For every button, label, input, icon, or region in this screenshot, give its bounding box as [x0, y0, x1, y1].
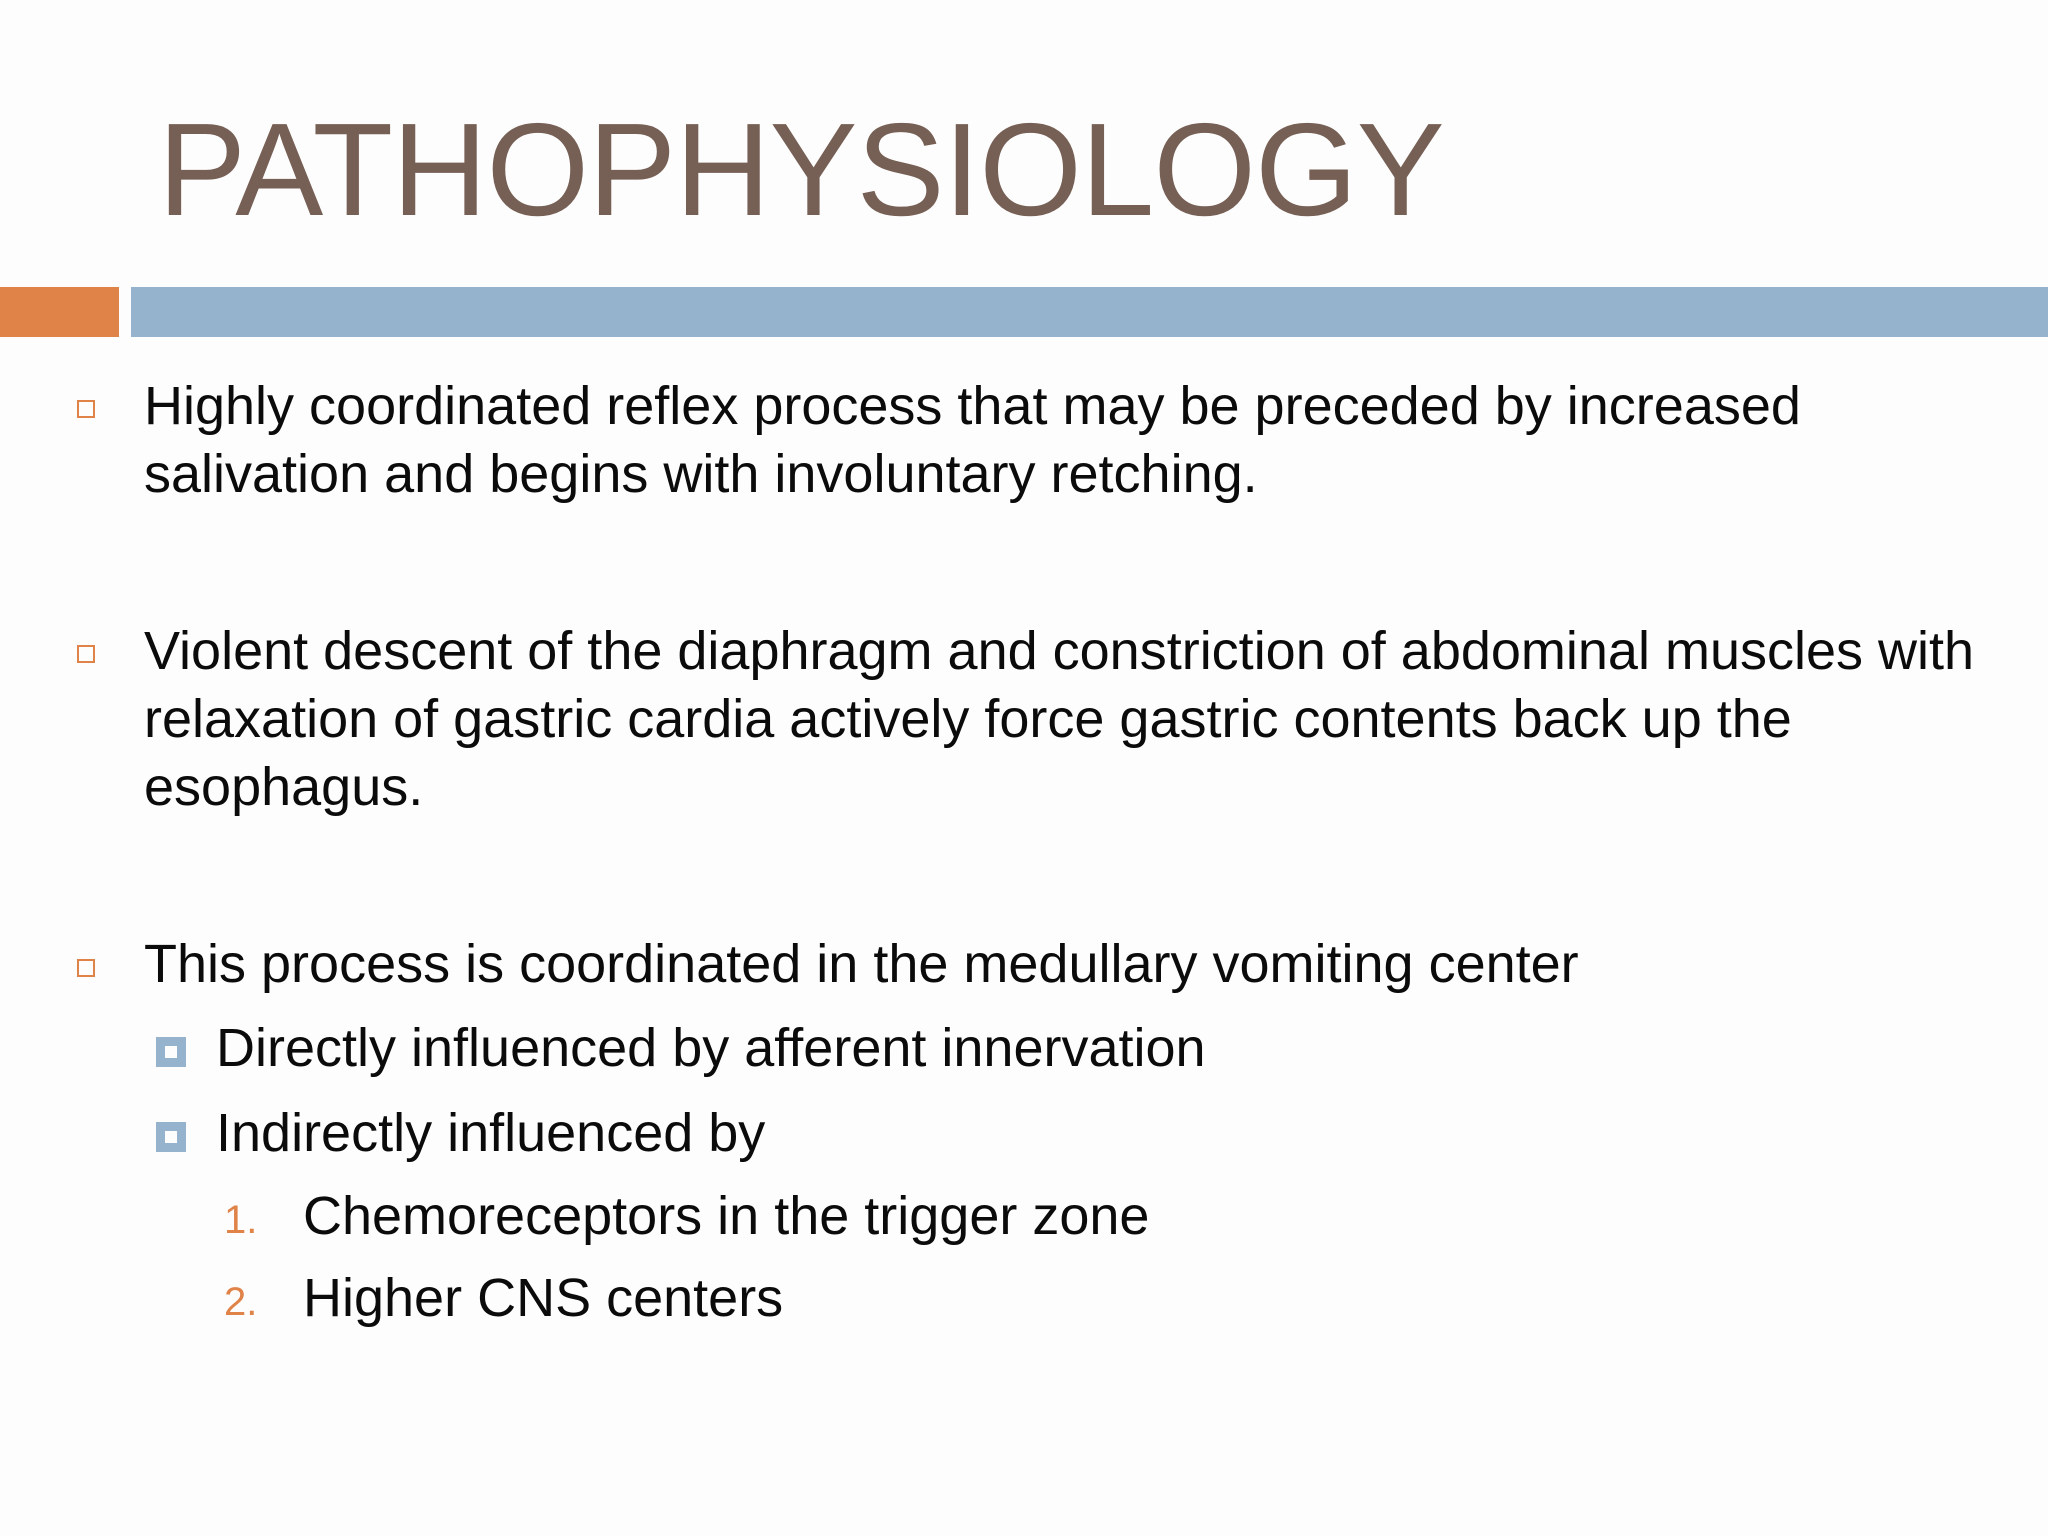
- bullet-text-3: This process is coordinated in the medullary vomiting center: [144, 934, 1579, 994]
- bullet-text-2: Violent descent of the diaphragm and constriction of abdominal muscles with relaxation of gastric cardia actively force gastric contents back up the esophagus.: [144, 621, 1975, 817]
- numbered-item-text-2: Higher CNS centers: [303, 1268, 784, 1328]
- framed-square-icon: [156, 1122, 186, 1152]
- hollow-square-icon: [77, 645, 95, 663]
- list-number-1: 1.: [224, 1198, 258, 1242]
- hollow-square-icon: [77, 959, 95, 977]
- hollow-square-icon: [77, 400, 95, 418]
- slide-title: PATHOPHYSIOLOGY: [158, 96, 1444, 243]
- sub-bullet-text-2: Indirectly influenced by: [216, 1103, 766, 1163]
- framed-square-icon: [156, 1037, 186, 1067]
- bullet-text-1: Highly coordinated reflex process that may be preceded by increased salivation and begins with involuntary retching.: [144, 376, 1801, 504]
- sub-bullet-text-1: Directly influenced by afferent innervation: [216, 1018, 1206, 1078]
- numbered-item-text-1: Chemoreceptors in the trigger zone: [303, 1186, 1150, 1246]
- list-number-2: 2.: [224, 1280, 258, 1324]
